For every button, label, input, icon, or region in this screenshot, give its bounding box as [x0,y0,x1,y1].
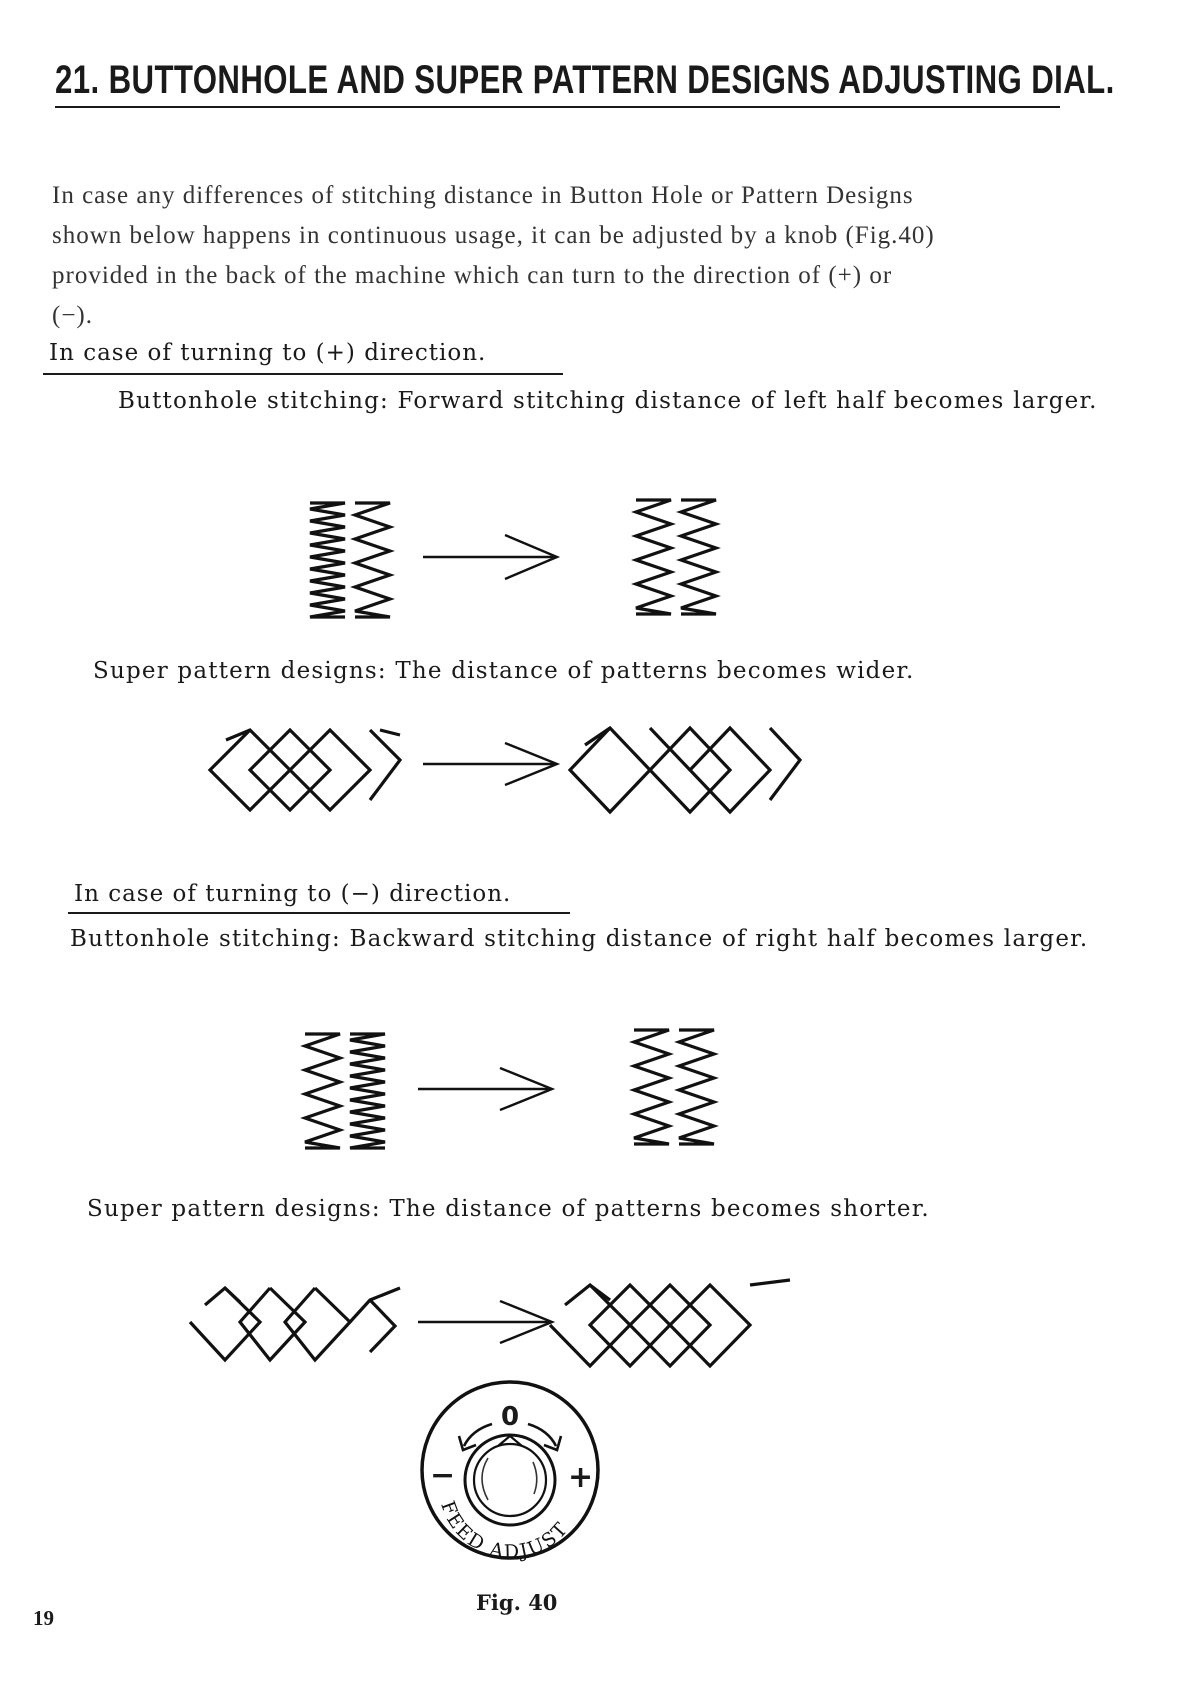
buttonhole-before-plus [310,503,390,617]
buttonhole-after-minus [634,1030,714,1144]
pattern-after-plus [570,728,800,812]
dial-zero-mark: 0 [501,1402,520,1432]
pattern-after-minus [550,1280,790,1366]
buttonhole-left-column [636,500,671,614]
arrow-ccw-icon [464,1424,492,1446]
buttonhole-left-column [634,1030,669,1144]
buttonhole-right-column [681,500,716,614]
buttonhole-left-column [305,1034,340,1148]
intro-line-1: In case any differences of stitching distance in Button Hole or Pattern Designs [52,182,914,209]
svg-text:FEED ADJUST [436,1498,573,1563]
buttonhole-right-column [350,1034,385,1148]
dial-plus-mark: + [568,1460,594,1495]
dial-label: FEED ADJUST [436,1498,574,1564]
dial-inner-ring [465,1435,555,1525]
page-title: 21. BUTTONHOLE AND SUPER PATTERN DESIGNS ADJUSTING DIAL. [55,58,1115,102]
arrow-icon [418,1068,552,1110]
arrow-cw-icon [528,1424,556,1446]
intro-line-2: shown below happens in continuous usage, it can be adjusted by a knob (Fig.40) [52,222,935,249]
plus-section-heading: In case of turning to (+) direction. [49,340,487,366]
buttonhole-right-column [679,1030,714,1144]
dial-minus-mark: − [430,1458,456,1493]
minus-pattern-text: Super pattern designs: The distance of patterns becomes shorter. [87,1196,930,1222]
arrow-icon [423,743,557,785]
pattern-before-plus [210,730,400,810]
arrow-icon [418,1301,552,1343]
buttonhole-left-column [310,503,345,617]
buttonhole-right-column [355,503,390,617]
minus-section-heading: In case of turning to (−) direction. [74,881,512,907]
intro-line-4: (−). [52,302,93,329]
arrow-icon [423,535,557,579]
page-number: 19 [33,1606,54,1630]
intro-line-3: provided in the back of the machine which can turn to the direction of (+) or [52,262,893,289]
plus-buttonhole-text: Buttonhole stitching: Forward stitching distance of left half becomes larger. [118,388,1098,414]
figure-caption: Fig. 40 [476,1590,558,1615]
dial-knob [474,1444,546,1516]
pattern-before-minus [190,1288,400,1360]
dial-knob-shading [482,1458,488,1500]
minus-buttonhole-text: Buttonhole stitching: Backward stitching distance of right half becomes larger. [70,926,1089,952]
buttonhole-before-minus [305,1034,385,1148]
buttonhole-after-plus [636,500,716,614]
plus-pattern-text: Super pattern designs: The distance of patterns becomes wider. [93,658,915,684]
